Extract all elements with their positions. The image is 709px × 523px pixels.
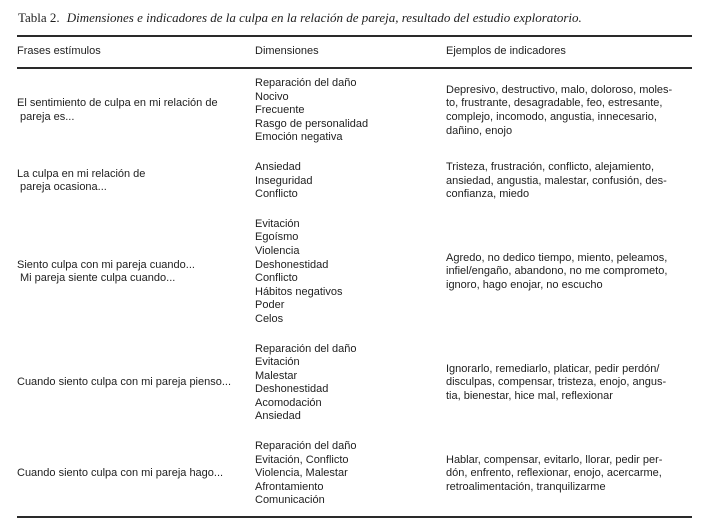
- dimensiones-cell: [255, 210, 446, 335]
- frase-line: El sentimiento de culpa en mi relación de: [17, 97, 218, 110]
- dimension-item: Ansiedad: [255, 160, 301, 173]
- dimension-item: Conflicto: [255, 188, 298, 201]
- dimension-item: Violencia, Malestar: [255, 467, 348, 480]
- dimension-item: Reparación del daño: [255, 342, 357, 355]
- table-caption-text: Dimensiones e indicadores de la culpa en la relación de pareja, resultado del estudio exploratorio.: [66, 10, 582, 25]
- dimension-item: Comunicación: [255, 494, 325, 507]
- frase-line: La culpa en mi relación de: [17, 167, 146, 180]
- dimension-item: Evitación: [255, 356, 300, 369]
- ejemplos-line: Hablar, compensar, evitarlo, llorar, pedir per-: [446, 453, 663, 466]
- table-caption: [17, 7, 692, 35]
- ejemplos-cell: [446, 153, 692, 210]
- dimension-item: Celos: [255, 312, 284, 325]
- ejemplos-line: to, frustrante, desagradable, feo, estresante,: [446, 97, 663, 110]
- dimension-item: Rasgo de personalidad: [255, 117, 369, 130]
- dimension-item: Conflicto: [255, 272, 298, 285]
- ejemplos-line: Tristeza, frustración, conflicto, alejamiento,: [446, 160, 655, 173]
- frase-line: pareja ocasiona...: [20, 181, 107, 194]
- ejemplos-line: Agredo, no dedico tiempo, miento, peleamos,: [446, 251, 668, 264]
- frase-line: Cuando siento culpa con mi pareja pienso...: [17, 376, 232, 389]
- frase-estimulo-cell: [17, 335, 255, 433]
- frase-line: Mi pareja siente culpa cuando...: [20, 272, 176, 285]
- ejemplos-line: retroalimentación, tranquilizarme: [446, 480, 606, 493]
- dimensiones-cell: [255, 335, 446, 433]
- dimension-item: Poder: [255, 299, 285, 312]
- dimension-item: Afrontamiento: [255, 480, 324, 493]
- dimension-item: Hábitos negativos: [255, 285, 343, 298]
- frase-line: Siento culpa con mi pareja cuando...: [17, 258, 195, 271]
- ejemplos-line: dón, enfrento, reflexionar, enojo, acercarme,: [446, 467, 662, 480]
- column-header-dimensiones: Dimensiones: [255, 36, 446, 68]
- ejemplos-line: ansiedad, angustia, malestar, confusión, des-: [446, 174, 667, 187]
- column-header-ejemplos-indicadores: Ejemplos de indicadores: [446, 36, 692, 68]
- table-caption-label: Tabla 2.: [18, 10, 60, 25]
- ejemplos-line: Ignorarlo, remediarlo, platicar, pedir perdón/: [446, 362, 660, 375]
- frase-estimulo-cell: [17, 432, 255, 517]
- dimension-item: Deshonestidad: [255, 258, 329, 271]
- dimension-item: Inseguridad: [255, 174, 313, 187]
- dimension-item: Nocivo: [255, 90, 289, 103]
- ejemplos-line: confianza, miedo: [446, 188, 530, 201]
- dimension-item: Reparación del daño: [255, 440, 357, 453]
- ejemplos-cell: [446, 335, 692, 433]
- table-row: [17, 68, 692, 153]
- dimension-item: Frecuente: [255, 104, 305, 117]
- column-header-frases-estimulos: Frases estímulos: [17, 36, 255, 68]
- ejemplos-line: dañino, enojo: [446, 124, 513, 137]
- table-row: [17, 335, 692, 433]
- dimension-item: Acomodación: [255, 396, 322, 409]
- dimension-item: Reparación del daño: [255, 77, 357, 89]
- dimension-item: Deshonestidad: [255, 383, 329, 396]
- dimensiones-cell: [255, 68, 446, 153]
- dimension-item: Ansiedad: [255, 410, 301, 423]
- dimensiones-cell: [255, 432, 446, 517]
- ejemplos-cell: [446, 432, 692, 517]
- dimension-item: Emoción negativa: [255, 131, 343, 144]
- table-row: [17, 153, 692, 210]
- dimension-item: Evitación, Conflicto: [255, 453, 349, 466]
- frase-estimulo-cell: [17, 210, 255, 335]
- frase-estimulo-cell: [17, 153, 255, 210]
- dimensiones-cell: [255, 153, 446, 210]
- ejemplos-line: Depresivo, destructivo, malo, doloroso, moles-: [446, 83, 673, 96]
- table-row: [17, 432, 692, 517]
- ejemplos-line: ignoro, hago enojar, no escucho: [446, 278, 603, 291]
- table-row: [17, 210, 692, 335]
- frase-line: pareja es...: [20, 110, 75, 123]
- ejemplos-line: disculpas, compensar, tristeza, enojo, angus-: [446, 376, 667, 389]
- table-body: [17, 68, 692, 517]
- dimension-item: Violencia: [255, 244, 300, 257]
- guilt-dimensions-table: [17, 35, 692, 518]
- dimension-item: Malestar: [255, 369, 298, 382]
- ejemplos-line: tia, bienestar, hice mal, reflexionar: [446, 390, 613, 403]
- ejemplos-cell: [446, 210, 692, 335]
- ejemplos-line: complejo, incomodo, angustia, innecesario,: [446, 110, 657, 123]
- dimension-item: Evitación: [255, 217, 300, 230]
- ejemplos-cell: [446, 68, 692, 153]
- ejemplos-line: infiel/engaño, abandono, no me comprometo,: [446, 265, 668, 278]
- table-header-row: [17, 36, 692, 68]
- frase-line: Cuando siento culpa con mi pareja hago...: [17, 467, 224, 480]
- dimension-item: Egoísmo: [255, 231, 299, 244]
- frase-estimulo-cell: [17, 68, 255, 153]
